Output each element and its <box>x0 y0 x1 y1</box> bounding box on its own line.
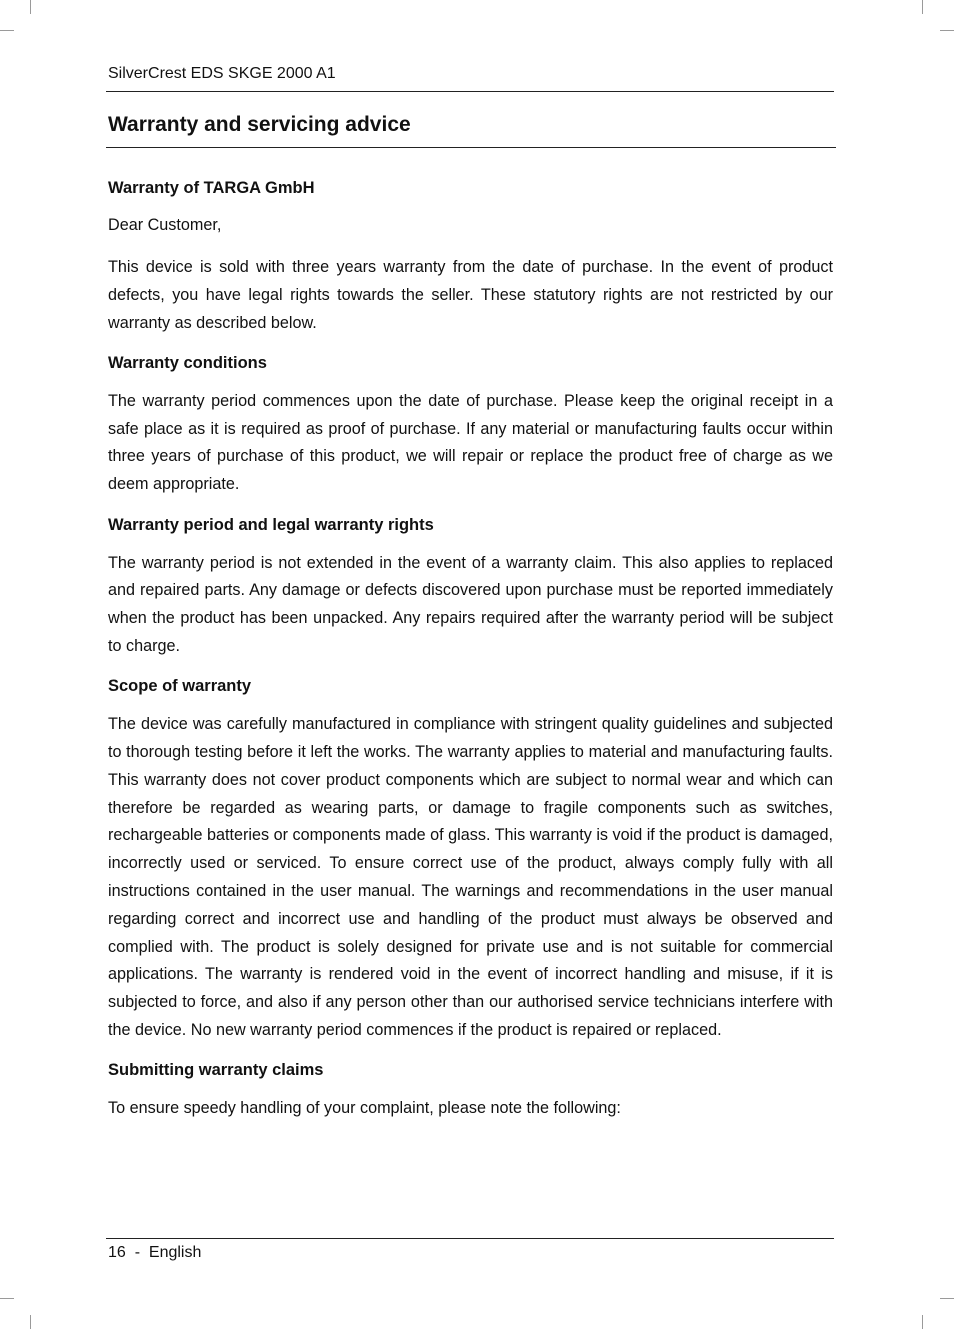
page-number: 16 <box>108 1244 126 1261</box>
running-header: SilverCrest EDS SKGE 2000 A1 <box>108 65 336 82</box>
crop-mark-bottom-right <box>922 1315 923 1329</box>
subheading: Scope of warranty <box>108 677 252 696</box>
crop-mark-top-left <box>0 30 14 31</box>
crop-mark-top-left <box>30 0 31 14</box>
paragraph: To ensure speedy handling of your complaint, please note the following: <box>108 1099 621 1118</box>
footer-rule <box>106 1238 834 1239</box>
footer-separator: - <box>134 1244 141 1261</box>
page-footer <box>108 1242 201 1264</box>
crop-mark-top-right <box>940 30 954 31</box>
paragraph: The warranty period is not extended in the event of a warranty claim. This also applies to replaced and repaired parts. Any damage or defects discovered upon purchase must be reported immediately when the product has been unpacked. Any repairs required after the warranty period will be subject to charge. <box>108 553 833 655</box>
crop-mark-bottom-right <box>940 1298 954 1299</box>
subheading: Submitting warranty claims <box>108 1061 324 1080</box>
paragraph: Dear Customer, <box>108 216 222 234</box>
subheading: Warranty of TARGA GmbH <box>108 179 315 197</box>
crop-mark-top-right <box>922 0 923 14</box>
title-rule <box>106 147 836 148</box>
paragraph: The device was carefully manufactured in compliance with stringent quality guidelines and subjected to thorough testing before it left the works. The warranty applies to material and manufacturing faults. This warranty does not cover product components which are subject to normal wear and which can therefore be regarded as wearing parts, or damage to fragile components such as switches, rechargeable batteries or components made of glass. This warranty is void if the product is damaged, incorrectly used or serviced. To ensure correct use of the product, always comply fully with all instructions contained in the user manual. The warnings and recommendations in the user manual regarding correct and incorrect use and handling of the product must always be observed and complied with. The product is solely designed for private use and is not suitable for commercial applications. The warranty is rendered void in the event of incorrect handling and misuse, if it is subjected to force, and also if any person other than our authorised service technicians interfere with the device. No new warranty period commences if the product is repaired or replaced. <box>108 715 833 1040</box>
paragraph: This device is sold with three years warranty from the date of purchase. In the event of product defects, you have legal rights towards the seller. These statutory rights are not restricted by our warranty as described below. <box>108 258 833 332</box>
crop-mark-bottom-left <box>30 1315 31 1329</box>
paragraph: The warranty period commences upon the date of purchase. Please keep the original receipt in a safe place as it is required as proof of purchase. If any material or manufacturing faults occur within three years of purchase of this product, we will repair or replace the product free of charge as we deem appropriate. <box>108 391 833 494</box>
footer-language: English <box>148 1244 202 1261</box>
body-text <box>108 176 833 1137</box>
subheading: Warranty period and legal warranty rights <box>108 515 434 534</box>
section-title: Warranty and servicing advice <box>108 113 411 136</box>
header-rule <box>106 91 834 92</box>
crop-mark-bottom-left <box>0 1298 14 1299</box>
subheading: Warranty conditions <box>108 353 267 372</box>
